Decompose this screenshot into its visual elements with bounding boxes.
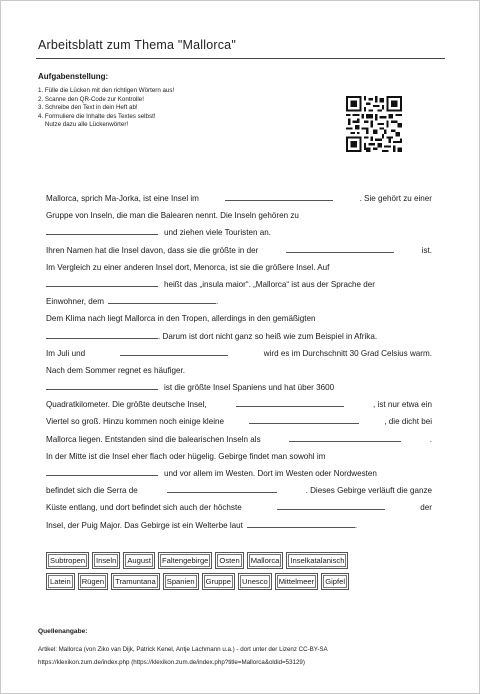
word-card[interactable]: Rügen bbox=[78, 573, 108, 590]
gap-field[interactable] bbox=[277, 499, 385, 510]
word-card[interactable]: Mallorca bbox=[247, 552, 284, 569]
word-card[interactable]: Tramuntana bbox=[111, 573, 160, 590]
gap-field[interactable] bbox=[167, 482, 277, 493]
gap-field[interactable] bbox=[46, 465, 158, 476]
text-line: Quadratkilometer. Die größte deutsche Insel, bbox=[46, 400, 207, 410]
text-line: . bbox=[429, 434, 432, 444]
word-bank bbox=[46, 552, 349, 594]
qr-code-icon[interactable] bbox=[346, 88, 402, 160]
text-line: Insel, der Puig Major. Das Gebirge ist ein Welterbe laut bbox=[46, 520, 243, 530]
text-line: und vor allem im Westen. Dort im Westen oder Nordwesten bbox=[164, 469, 377, 478]
text-line: Gruppe von Inseln, die man die Balearen nennt. Die Inseln gehören zu bbox=[46, 211, 299, 221]
gap-field[interactable] bbox=[46, 379, 158, 390]
source-line: Artikel: Mallorca (von Ziko van Dijk, Patrick Kenel, Antje Lachmann u.a.) - dort unter der Lizenz CC-BY-SA bbox=[38, 646, 328, 653]
text-line: heißt das „insula maior“. „Mallorca“ ist aus der Sprache der bbox=[164, 279, 375, 289]
text-line: , ist nur etwa ein bbox=[373, 400, 432, 410]
word-card[interactable]: Gruppe bbox=[202, 573, 235, 590]
text-line: Mallorca liegen. Entstanden sind die balearischen Inseln als bbox=[46, 434, 261, 444]
text-line: , die dicht bei bbox=[384, 417, 432, 427]
source-heading: Quellenangabe: bbox=[38, 628, 88, 635]
task-item: Nutze dazu alle Lückenwörter! bbox=[38, 121, 129, 129]
text-line: In der Mitte ist die Insel eher flach oder hügelig. Gebirge findet man sowohl im bbox=[46, 451, 326, 461]
word-card[interactable]: Inseln bbox=[92, 552, 120, 569]
gap-field[interactable] bbox=[46, 224, 158, 235]
text-line: Einwohner, dem bbox=[46, 297, 105, 307]
task-item: 2. Scanne den QR-Code zur Kontrolle! bbox=[38, 95, 144, 103]
text-line: Nach dem Sommer regnet es häufiger. bbox=[46, 365, 186, 375]
text-line: der bbox=[420, 503, 432, 513]
gap-field[interactable] bbox=[286, 242, 394, 253]
text-line: Im Juli und bbox=[46, 348, 86, 358]
task-list bbox=[38, 87, 174, 130]
text-line: Mallorca, sprich Ma-Jorka, ist eine Insel im bbox=[46, 194, 199, 203]
text-line: befindet sich die Serra de bbox=[46, 486, 138, 496]
gap-field[interactable] bbox=[249, 413, 359, 424]
text-line: und ziehen viele Touristen an. bbox=[164, 228, 271, 238]
word-card[interactable]: Faltengebirge bbox=[158, 552, 212, 569]
page-title: Arbeitsblatt zum Thema "Mallorca" bbox=[38, 38, 236, 52]
word-card[interactable]: Subtropen bbox=[46, 552, 89, 569]
word-bank-row bbox=[46, 552, 349, 569]
text-line: . Dieses Gebirge verläuft die ganze bbox=[305, 486, 432, 496]
word-card[interactable]: Osten bbox=[215, 552, 243, 569]
text-line: ist. bbox=[421, 245, 432, 255]
word-card[interactable]: Gipfel bbox=[321, 573, 349, 590]
text-line: Im Vergleich zu einer anderen Insel dort, Menorca, ist sie die größere Insel. Auf bbox=[46, 262, 330, 272]
text-line: . bbox=[216, 297, 219, 307]
task-item: 1. Fülle die Lücken mit den richtigen Wörtern aus! bbox=[38, 87, 175, 94]
gap-field[interactable] bbox=[225, 190, 333, 201]
word-card[interactable]: Inselkatalanisch bbox=[286, 552, 348, 569]
word-bank-row bbox=[46, 573, 349, 590]
word-card[interactable]: Latein bbox=[46, 573, 75, 590]
text-line: wird es im Durchschnitt 30 Grad Celsius warm. bbox=[263, 348, 432, 358]
text-line: ist die größte Insel Spaniens und hat über 3600 bbox=[164, 383, 335, 393]
text-line: Küste entlang, und dort befindet sich auch der höchste bbox=[46, 503, 242, 513]
gap-field[interactable] bbox=[46, 276, 158, 287]
text-line: . Darum ist dort nicht ganz so heiß wie zum Beispiel in Afrika. bbox=[158, 331, 378, 341]
gap-field[interactable] bbox=[236, 396, 344, 407]
text-line: Dem Klima nach liegt Mallorca in den Tropen, allerdings in den gemäßigten bbox=[46, 314, 316, 324]
source-text bbox=[38, 643, 328, 669]
source-link[interactable]: https://klexikon.zum.de/index.php (https://klexikon.zum.de/index.php?title=Mallorca&oldid=53129) bbox=[38, 659, 305, 666]
gap-field[interactable] bbox=[46, 328, 158, 339]
task-item: 3. Schreibe den Text in dein Heft ab! bbox=[38, 104, 138, 112]
task-heading: Aufgabenstellung: bbox=[38, 72, 109, 81]
gap-field[interactable] bbox=[289, 431, 401, 442]
word-card[interactable]: August bbox=[123, 552, 155, 569]
word-card[interactable]: Unesco bbox=[238, 573, 272, 590]
gap-field[interactable] bbox=[108, 293, 216, 304]
text-line: Viertel so groß. Hinzu kommen noch einige kleine bbox=[46, 417, 225, 427]
title-divider bbox=[36, 58, 445, 59]
word-card[interactable]: Mittelmeer bbox=[275, 573, 318, 590]
task-item: 4. Formuliere die Inhalte des Textes selbst! bbox=[38, 112, 156, 120]
text-line: . Sie gehört zu einer bbox=[359, 194, 432, 203]
text-line: . bbox=[354, 520, 358, 530]
word-card[interactable]: Spanien bbox=[163, 573, 199, 590]
cloze-text bbox=[46, 190, 432, 534]
text-line: Ihren Namen hat die Insel davon, dass sie die größte in der bbox=[46, 245, 259, 255]
gap-field[interactable] bbox=[247, 517, 355, 528]
gap-field[interactable] bbox=[120, 345, 228, 356]
